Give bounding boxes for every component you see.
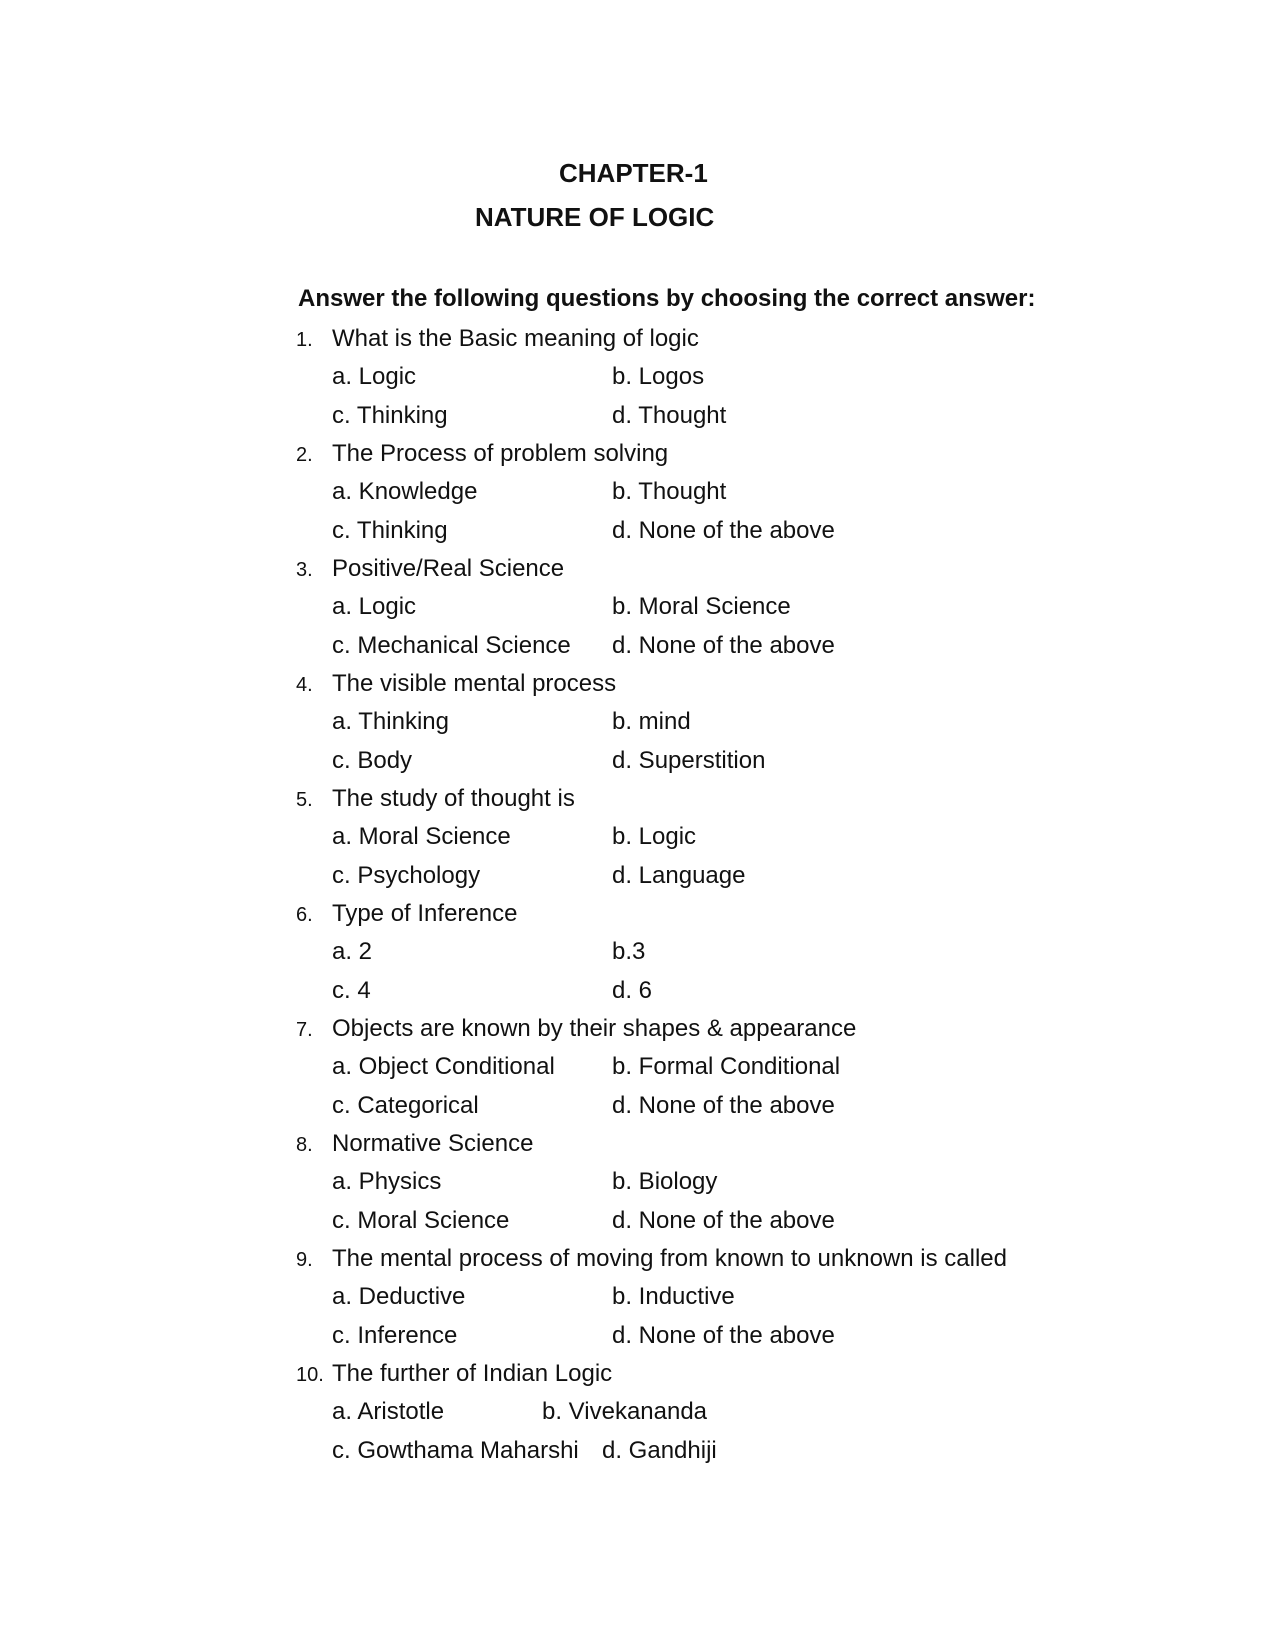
option-a: a. Knowledge [332, 478, 478, 505]
question-text: The study of thought is [332, 785, 575, 812]
topic-title: NATURE OF LOGIC [475, 202, 715, 232]
question-7 [296, 1012, 1096, 1127]
option-b: b. Biology [612, 1168, 718, 1195]
question-line [296, 437, 668, 471]
question-line [296, 897, 517, 931]
question-5 [296, 782, 1096, 897]
question-number: 9. [296, 1249, 313, 1271]
question-line [296, 667, 616, 701]
question-line [296, 1242, 1007, 1276]
option-b: b. mind [612, 708, 691, 735]
option-b: b. Moral Science [612, 593, 791, 620]
question-line [296, 552, 564, 586]
option-b: b. Vivekananda [542, 1398, 708, 1425]
option-c: c. Psychology [332, 862, 481, 889]
question-3 [296, 552, 1096, 667]
option-d: d. None of the above [612, 1092, 835, 1119]
question-line [296, 322, 699, 356]
option-a: a. Logic [332, 363, 417, 390]
question-1 [296, 322, 1096, 437]
option-b: b. Logic [612, 823, 697, 850]
question-number: 8. [296, 1134, 313, 1156]
chapter-title: CHAPTER-1 [559, 158, 708, 188]
question-4 [296, 667, 1096, 782]
option-a: a. Logic [332, 593, 417, 620]
option-c: c. Mechanical Science [332, 632, 571, 659]
question-line [296, 1127, 533, 1161]
option-b: b. Inductive [612, 1283, 735, 1310]
option-b: b. Formal Conditional [612, 1053, 841, 1080]
option-a: a. 2 [332, 938, 373, 965]
option-a: a. Deductive [332, 1283, 466, 1310]
question-text: The further of Indian Logic [332, 1360, 613, 1387]
option-b: b. Logos [612, 363, 705, 390]
question-number: 10. [296, 1364, 324, 1386]
question-number: 7. [296, 1019, 313, 1041]
question-line [296, 1012, 856, 1046]
option-d: d. None of the above [612, 1207, 835, 1234]
option-c: c. Moral Science [332, 1207, 510, 1234]
question-8 [296, 1127, 1096, 1242]
question-text: Normative Science [332, 1130, 534, 1157]
question-10 [296, 1357, 1096, 1472]
question-text: The visible mental process [332, 670, 617, 697]
question-text: Objects are known by their shapes & appearance [332, 1015, 857, 1042]
option-b: b. Thought [612, 478, 727, 505]
option-c: c. Gowthama Maharshi [332, 1437, 579, 1464]
option-c: c. Inference [332, 1322, 458, 1349]
option-c: c. Body [332, 747, 413, 774]
option-c: c. Thinking [332, 517, 448, 544]
question-2 [296, 437, 1096, 552]
option-c: c. 4 [332, 977, 371, 1004]
question-text: The Process of problem solving [332, 440, 669, 467]
option-a: a. Physics [332, 1168, 442, 1195]
question-list [296, 322, 1096, 1472]
question-line [296, 1357, 612, 1391]
option-d: d. None of the above [612, 1322, 835, 1349]
option-d: d. Language [612, 862, 746, 889]
option-a: a. Object Conditional [332, 1053, 555, 1080]
option-d: d. Gandhiji [602, 1437, 717, 1464]
question-number: 1. [296, 329, 313, 351]
question-text: Positive/Real Science [332, 555, 565, 582]
question-number: 2. [296, 444, 313, 466]
question-text: The mental process of moving from known to unknown is called [332, 1245, 1007, 1272]
option-c: c. Thinking [332, 402, 448, 429]
question-text: Type of Inference [332, 900, 518, 927]
question-6 [296, 897, 1096, 1012]
question-line [296, 782, 575, 816]
instruction-heading: Answer the following questions by choosing the correct answer: [298, 285, 1036, 312]
option-d: d. Superstition [612, 747, 766, 774]
question-number: 5. [296, 789, 313, 811]
option-d: d. None of the above [612, 517, 835, 544]
question-number: 3. [296, 559, 313, 581]
option-d: d. None of the above [612, 632, 835, 659]
option-d: d. Thought [612, 402, 727, 429]
question-9 [296, 1242, 1096, 1357]
option-d: d. 6 [612, 977, 653, 1004]
question-number: 4. [296, 674, 313, 696]
question-text: What is the Basic meaning of logic [332, 325, 699, 352]
option-b: b.3 [612, 938, 646, 965]
option-a: a. Aristotle [332, 1398, 445, 1425]
option-a: a. Thinking [332, 708, 449, 735]
question-number: 6. [296, 904, 313, 926]
option-a: a. Moral Science [332, 823, 511, 850]
option-c: c. Categorical [332, 1092, 479, 1119]
